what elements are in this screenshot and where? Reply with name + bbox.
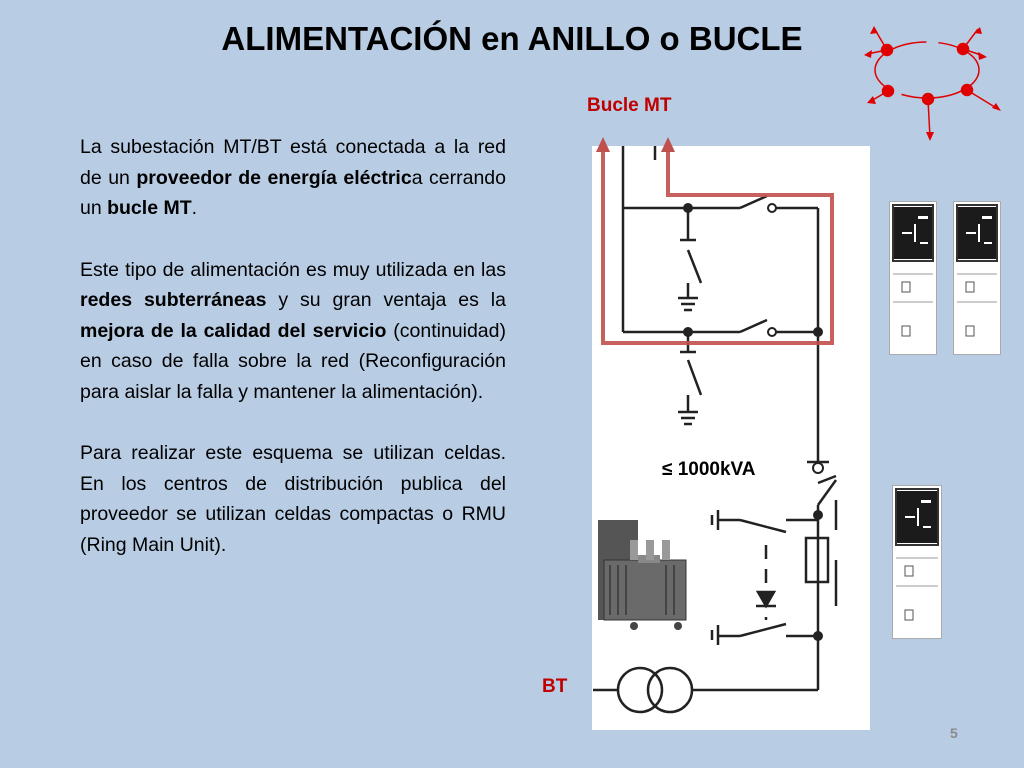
bold-text-run: proveedor de energía eléctric xyxy=(136,166,412,189)
text-run: . xyxy=(191,197,198,219)
text-run: a cerrando un xyxy=(80,166,506,219)
text-run: La subestación MT/BT está conectada a la red de un xyxy=(80,136,506,189)
bold-text-run: redes subterráneas xyxy=(80,289,267,311)
bold-text-run: bucle MT xyxy=(107,197,192,219)
loop-label: Bucle MT xyxy=(587,95,672,116)
rmu-cell-2 xyxy=(953,201,1001,355)
transformer-photo-icon xyxy=(598,520,686,630)
page-number: 5 xyxy=(950,725,958,741)
text-run: Este tipo de alimentación es muy utilizada en las xyxy=(80,258,506,281)
slide-title: ALIMENTACIÓN en ANILLO o BUCLE xyxy=(221,20,803,57)
text-run: (continuidad) en caso de falla sobre la red (Reconfiguración para aislar la falla y mantener la alimentación). xyxy=(80,319,506,403)
bold-text-run: mejora de la calidad del servicio xyxy=(80,319,387,342)
text-run: y su gran ventaja es la xyxy=(266,289,506,311)
rmu-cell-3 xyxy=(892,485,942,639)
rmu-cell-1 xyxy=(889,201,937,355)
lv-label: BT xyxy=(542,676,568,697)
text-run: Para realizar este esquema se utilizan celdas. En los centros de distribución publica del proveedor se utilizan celdas compactas o RMU (Ring Main Unit). xyxy=(80,442,506,556)
power-rating-label: ≤ 1000kVA xyxy=(662,459,756,480)
